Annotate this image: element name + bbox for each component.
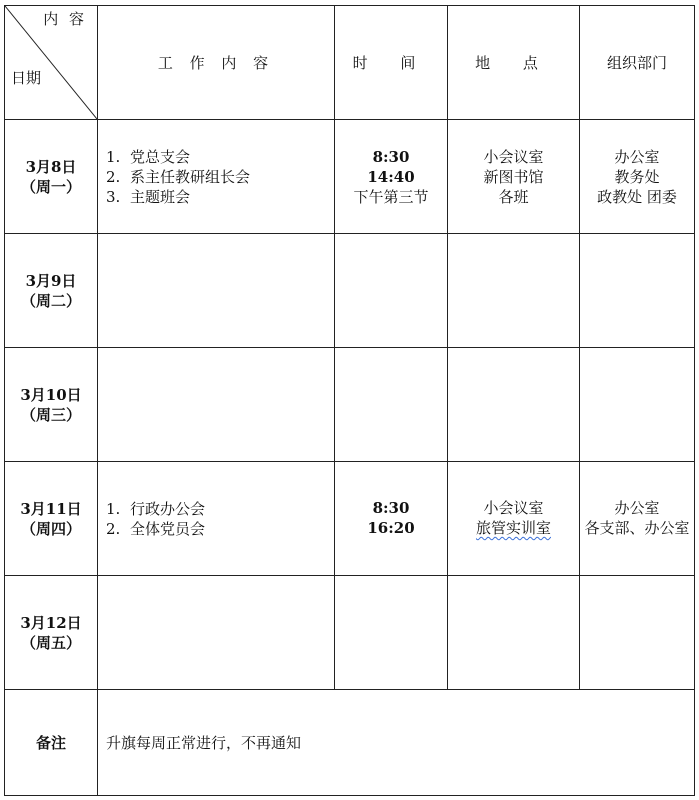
table-row (5, 234, 695, 348)
work-content-cell (98, 348, 335, 462)
spellcheck-marked-text: 旅管实训室 (475, 519, 551, 537)
date-cell (5, 462, 98, 576)
weekday-label: （周三） (20, 405, 81, 424)
header-department: 组织部门 (580, 6, 695, 120)
schedule-sheet (4, 5, 694, 795)
header-place: 地 点 (448, 6, 580, 120)
list-item: 2. 全体党员会 (106, 519, 206, 538)
work-content-cell (98, 234, 335, 348)
weekday-label: （周二） (20, 291, 81, 310)
department-cell (580, 348, 695, 462)
place-cell: 小会议室 旅管实训室 (448, 462, 580, 576)
corner-date-label: 日期 (11, 69, 42, 87)
date-cell (5, 120, 98, 234)
table-row (5, 120, 695, 234)
remarks-label: 备注 (35, 733, 66, 752)
time-cell: 8:30 16:20 (335, 462, 448, 576)
work-items-list (106, 499, 334, 539)
table-row (5, 348, 695, 462)
place-cell (448, 234, 580, 348)
remarks-text: 升旗每周正常进行，不再通知 (106, 733, 302, 752)
corner-content-label: 内 容 (43, 10, 87, 28)
remarks-label-cell (5, 690, 98, 796)
time-cell (335, 348, 448, 462)
department-cell (580, 234, 695, 348)
list-item: 2. 系主任教研组长会 (106, 167, 251, 186)
work-content-cell (98, 120, 335, 234)
place-cell (448, 576, 580, 690)
time-cell (335, 576, 448, 690)
work-content-cell (98, 462, 335, 576)
header-time: 时 间 (335, 6, 448, 120)
header-work-content: 工 作 内 容 (98, 6, 335, 120)
header-row (5, 6, 695, 120)
department-cell: 办公室 教务处 政教处 团委 (580, 120, 695, 234)
work-items-list (106, 147, 334, 207)
date-cell (5, 348, 98, 462)
diagonal-header-cell (5, 6, 98, 120)
place-cell: 小会议室 新图书馆 各班 (448, 120, 580, 234)
time-cell: 8:30 14:40 下午第三节 (335, 120, 448, 234)
department-cell (580, 576, 695, 690)
table-row (5, 576, 695, 690)
date-label: 3月10日 (20, 385, 82, 404)
date-label: 3月11日 (20, 499, 82, 518)
date-label: 3月8日 (25, 157, 77, 176)
weekday-label: （周五） (20, 633, 81, 652)
date-label: 3月9日 (25, 271, 77, 290)
date-label: 3月12日 (20, 613, 82, 632)
work-content-cell (98, 576, 335, 690)
time-cell (335, 234, 448, 348)
weekday-label: （周四） (20, 519, 81, 538)
date-cell (5, 234, 98, 348)
list-item: 1. 行政办公会 (106, 499, 206, 518)
remarks-text-cell (98, 690, 695, 796)
place-cell (448, 348, 580, 462)
table-row (5, 462, 695, 576)
department-cell: 办公室 各支部、办公室 (580, 462, 695, 576)
remarks-row (5, 690, 695, 796)
list-item: 3. 主题班会 (106, 187, 191, 206)
weekday-label: （周一） (20, 177, 81, 196)
weekly-schedule-table (4, 5, 695, 796)
date-cell (5, 576, 98, 690)
list-item: 1. 党总支会 (106, 147, 191, 166)
